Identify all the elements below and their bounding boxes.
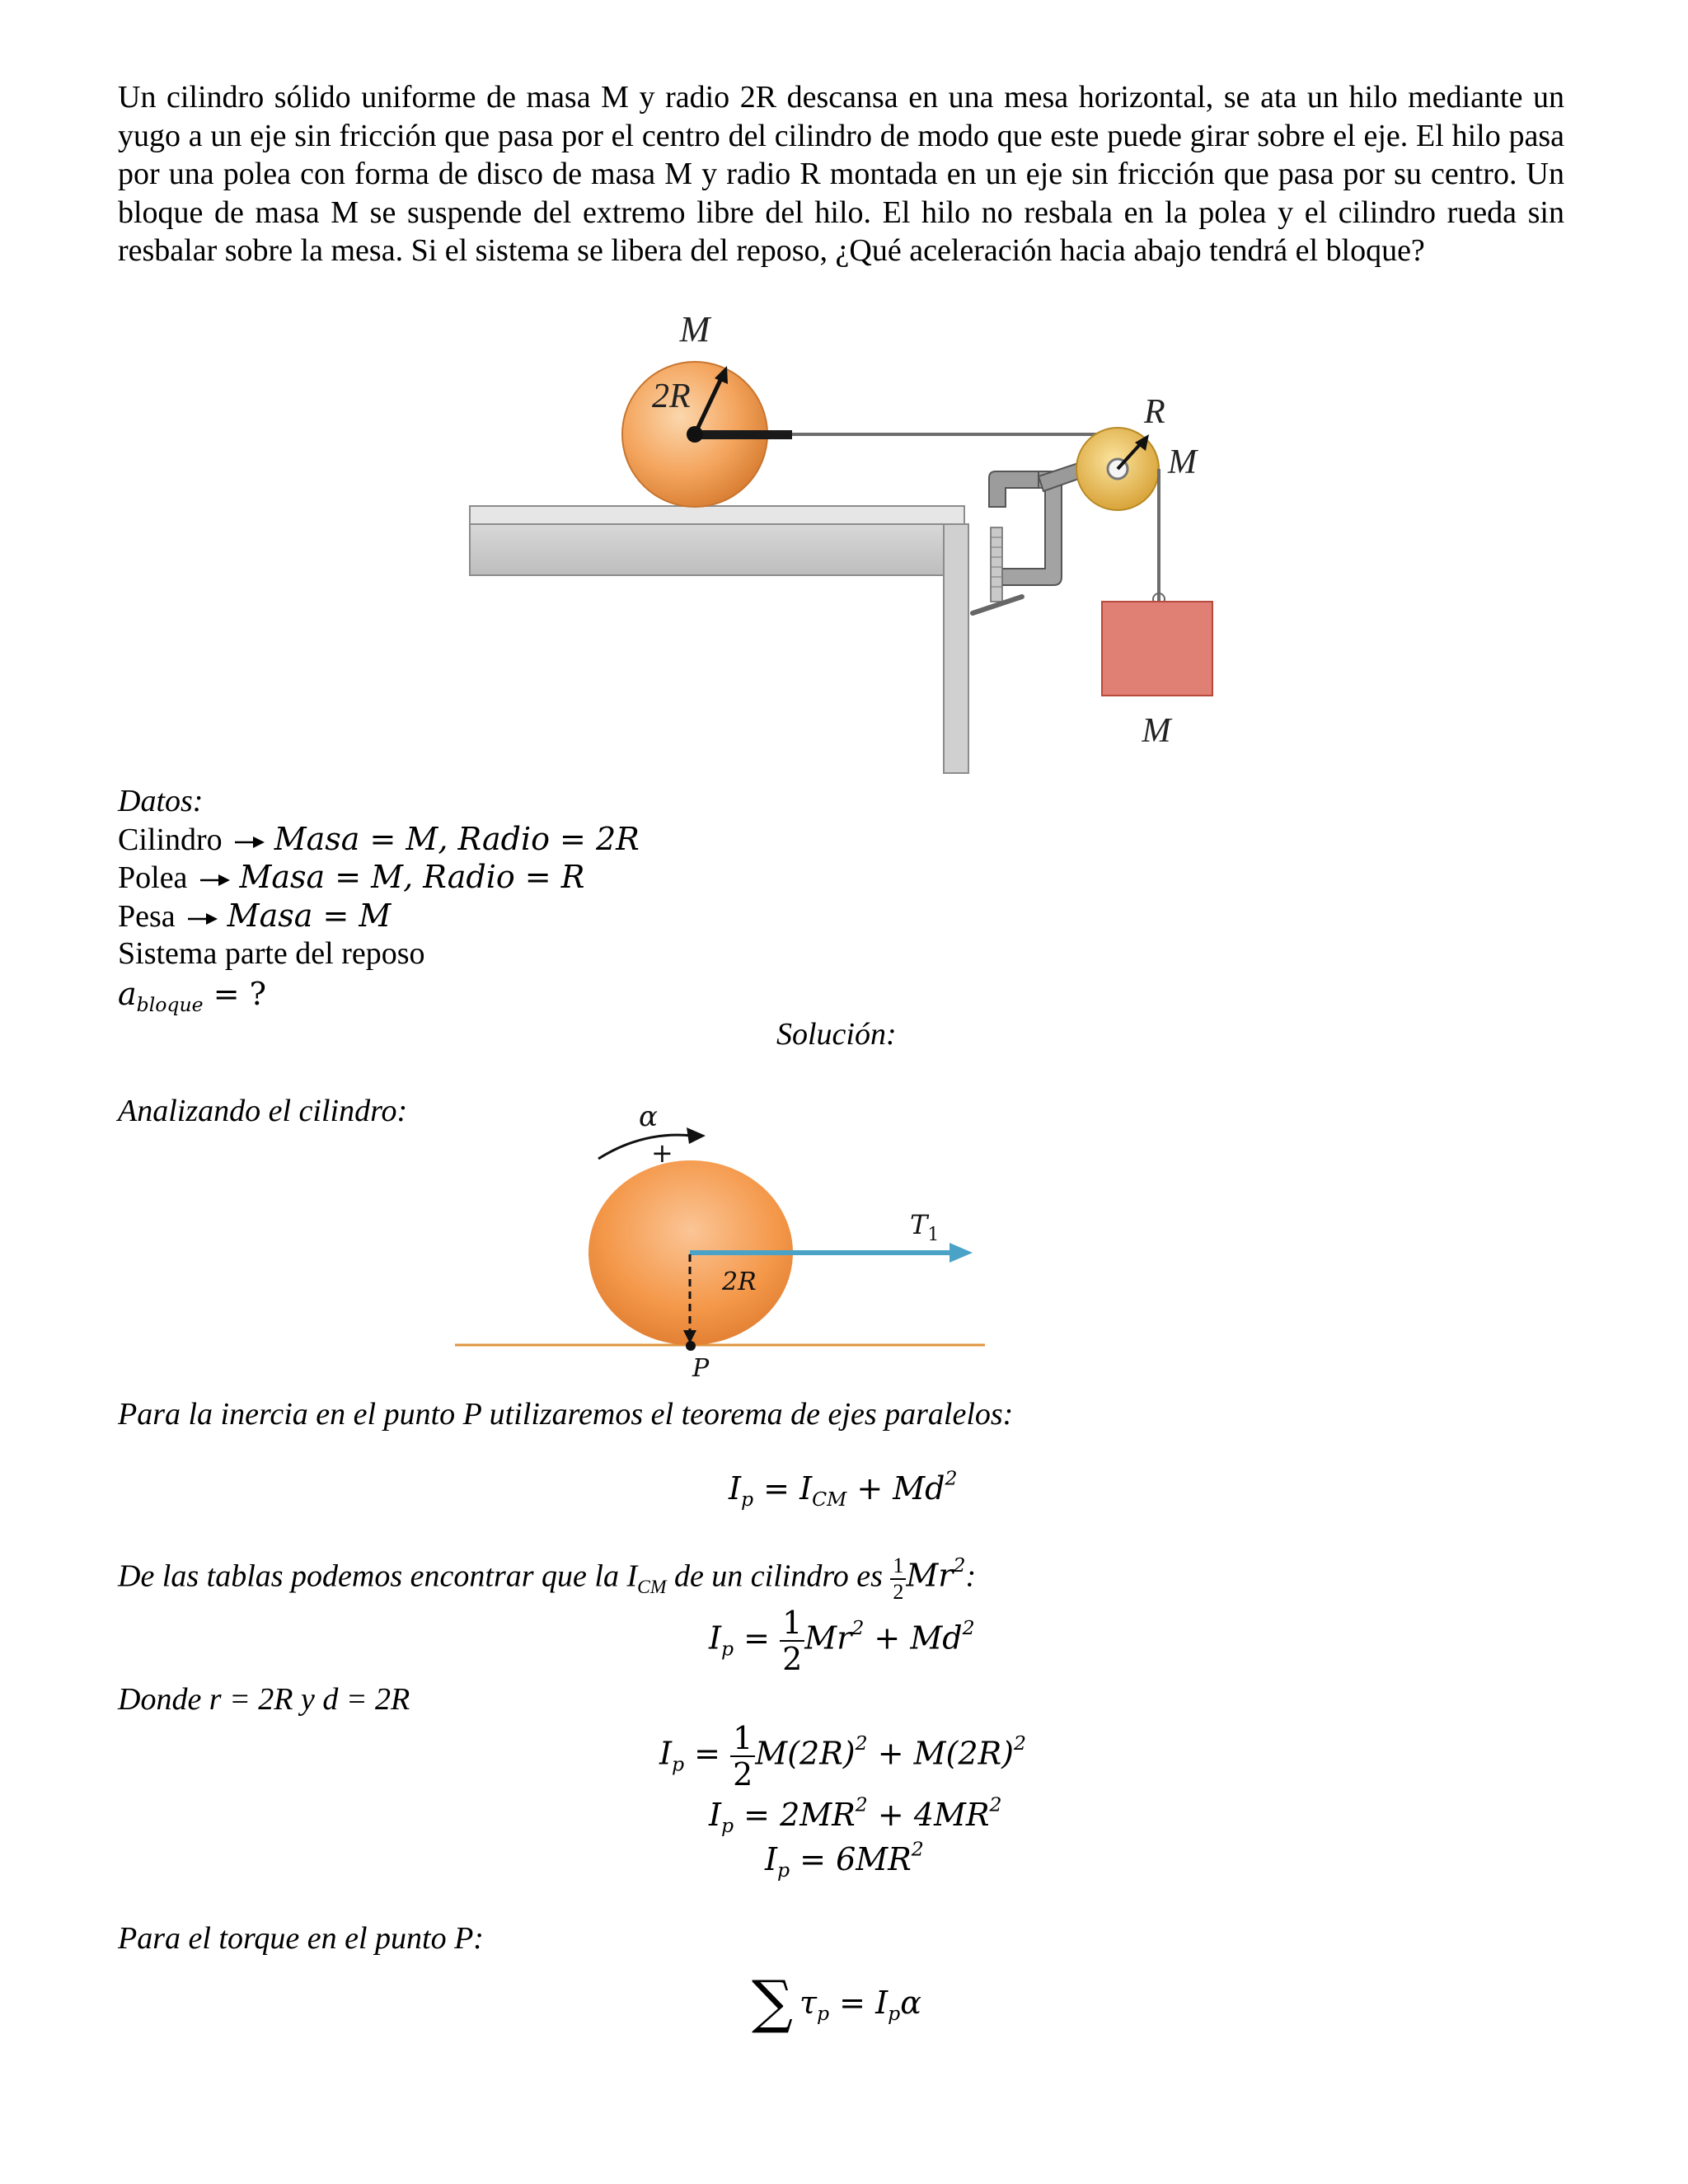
equation-parallel-axis: $I_p = I_{CM} + Md^2$ xyxy=(729,1466,958,1511)
cilindro-label: Cilindro xyxy=(118,823,223,857)
pesa-value: Masa = M xyxy=(227,898,392,934)
datos-title: Datos: xyxy=(118,784,204,818)
polea-label: Polea xyxy=(118,860,188,895)
pulley-radius-label: R xyxy=(1144,393,1165,431)
hanging-block xyxy=(1102,602,1212,696)
text-donde: Donde r = 2R y d = 2R xyxy=(118,1682,410,1717)
cyl-mass-label: M xyxy=(679,309,710,349)
cilindro-value: Masa = M, Radio = 2R xyxy=(274,821,640,857)
datos-pesa xyxy=(118,898,391,935)
a-rest: = ? xyxy=(203,976,266,1012)
arrow-icon xyxy=(183,911,219,927)
alpha-label: α xyxy=(639,1100,658,1133)
datos-cilindro xyxy=(118,821,640,858)
point-p-dot xyxy=(686,1341,696,1351)
table-apron xyxy=(470,524,944,575)
problem-statement: Un cilindro sólido uniforme de masa M y radio 2R descansa en una mesa horizontal, se ata un hilo mediante un yugo a un eje sin fricción que pasa por el centro del cilindro de modo que este puede girar sobre el eje. El hilo pasa por una polea con forma de disco de masa M y radio R montada en un eje sin fricción que pasa por su centro. Un bloque de masa M se suspende del extremo libre del hilo. El hilo no resbala en la polea y el cilindro rueda sin resbalar sobre la mesa. Si el sistema se libera del reposo, ¿Qué aceleración hacia abajo tendrá el bloque? xyxy=(118,80,1564,268)
radius-label: 2R xyxy=(722,1268,757,1296)
fbd-figure xyxy=(445,1096,1022,1385)
yoke xyxy=(695,430,792,439)
alpha-arc xyxy=(598,1135,692,1159)
block-mass-label: M xyxy=(1142,712,1171,750)
text-tablas: De las tablas podemos encontrar que la $I_{CM}$ de un cilindro es $\frac{1}{2}$ Mr$^2$: xyxy=(118,1554,977,1604)
cyl-radius-label: 2R xyxy=(652,377,691,415)
solucion-heading: Solución: xyxy=(776,1017,897,1052)
table-leg xyxy=(944,524,968,773)
equation-ip-substituted: $I_p$ = $\frac{1}{2}$ $M(2R)^2 + M(2R)^2$ xyxy=(659,1720,1026,1793)
equation-ip-result: $I_p = 6MR^2$ xyxy=(765,1837,924,1882)
clamp-top xyxy=(989,471,1039,507)
polea-value: Masa = M, Radio = R xyxy=(239,859,585,895)
point-p-label: P xyxy=(692,1354,710,1383)
datos-reposo: Sistema parte del reposo xyxy=(118,936,425,971)
datos-a-bloque xyxy=(118,976,266,1016)
datos-polea xyxy=(118,859,584,896)
a-subscript: bloque xyxy=(136,993,204,1017)
clamp-screw xyxy=(991,527,1002,602)
pesa-label: Pesa xyxy=(118,899,176,934)
arrow-icon xyxy=(230,834,266,851)
equation-ip-general: $I_p$ = $\frac{1}{2}$ $Mr^2 + Md^2$ xyxy=(709,1605,975,1677)
arrow-icon xyxy=(195,872,232,888)
plus-label: + xyxy=(651,1137,673,1169)
table-top xyxy=(470,506,964,524)
equation-ip-expanded: $I_p = 2MR^2 + 4MR^2$ xyxy=(709,1793,1002,1838)
text-inercia: Para la inercia en el punto P utilizaremos el teorema de ejes paralelos: xyxy=(118,1397,1014,1432)
equation-torque: ∑ $\tau_p = I_p\alpha$ xyxy=(752,1968,921,2036)
tension-label: $T_1$ xyxy=(910,1209,940,1245)
setup-figure xyxy=(462,305,1220,775)
analizando-heading: Analizando el cilindro: xyxy=(118,1094,408,1128)
pulley-mass-label: M xyxy=(1168,443,1197,481)
a-symbol: a xyxy=(118,976,137,1012)
text-torque: Para el torque en el punto P: xyxy=(118,1921,484,1956)
